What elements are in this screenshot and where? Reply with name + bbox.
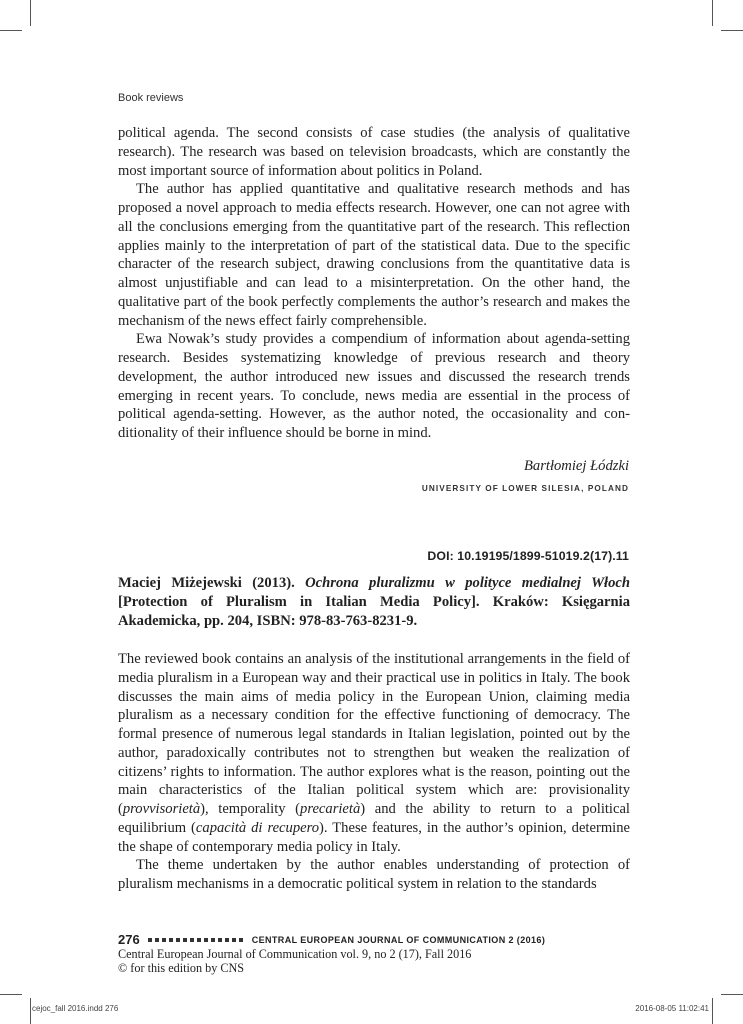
dot-leader	[148, 938, 243, 942]
italic-term: provvisorietà	[122, 801, 201, 817]
text-run: The reviewed book contains an analysis of the institutional arrangements in the field of media pluralism in a European way and their practical use in politics in Italy. The book discusses the main aims of media policy in the European Union, claiming media pluralism as a necessary condition for the effective functioning of democracy. The formal presence of numerous legal standards in Italian legislation, pointed out by the author, paradoxically contributes not to strengthen but weaken the realization of citizens’ rights to information. The author explores what is the reason, pointing out the main characteristics of the Italian political system which are: provisionality (	[118, 651, 630, 817]
copyright-line: © for this edition by CNS	[118, 960, 245, 975]
running-head: Book reviews	[118, 92, 184, 104]
review-2-body	[118, 650, 630, 894]
italic-term: capacità di recupero	[195, 819, 320, 836]
crop-mark-bottom-right-v	[712, 998, 713, 1024]
reviewer-affiliation: UNIVERSITY OF LOWER SILESIA, POLAND	[421, 484, 629, 493]
citation-details: [Protection of Pluralism in Italian Media Policy]. Kraków: Księgarnia Akademicka, pp. 204, ISBN: 978-83-763-8231-9.	[118, 593, 630, 629]
text-run: ) and the ability to return to a political equilibrium (	[118, 801, 630, 836]
page-footer	[118, 932, 545, 947]
crop-mark-top-right-v	[712, 0, 713, 26]
edition-note-line: Central European Journal of Communication vol. 9, no 2 (17), Fall 2016	[118, 947, 472, 961]
journal-name: CENTRAL EUROPEAN JOURNAL OF COMMUNICATION 2 (2016)	[251, 934, 546, 945]
book-citation	[118, 574, 630, 630]
paragraph: The author has applied quantitative and qualitative research methods and has proposed a novel approach to media effects research. However, one can not agree with all the conclusions emerging from the quantitative part of the research. This reflection applies mainly to the interpretation of part of the statistical data. Due to the specific character of the research subject, drawing conclusions from the quantitative data is almost unjustifiable and can lead to a misinterpretation. On the other hand, the qualitative part of the book perfectly complements the author’s research and makes the mechanism of the news effect fairly comprehensible.	[118, 181, 630, 329]
crop-mark-top-left-v	[30, 0, 31, 26]
review-1-body	[118, 124, 630, 443]
italic-term: precarietà	[300, 801, 361, 817]
slug-filename: cejoc_fall 2016.indd 276	[32, 1004, 119, 1013]
crop-mark-top-left-h	[0, 30, 22, 31]
paragraph: political agenda. The second consists of case studies (the analysis of qualitative research). The research was based on television broadcasts, which are constantly the most important source of information about politics in Poland.	[118, 125, 630, 179]
crop-mark-top-right-h	[721, 30, 743, 31]
reviewer-name: Bartłomiej Łódzki	[524, 458, 629, 474]
crop-mark-bottom-left-h	[0, 994, 22, 995]
edition-note	[118, 948, 471, 975]
paragraph: Ewa Nowak’s study provides a compendium of information about agenda-setting research. Besides systematizing knowledge of previous research and theory development, the author introduced new issues and discussed the research trends emerging in recent years. To conclude, news media are essential in the process of political agenda-setting. However, as the author noted, the occasionality and conditionality of their influence should be borne in mind.	[118, 331, 630, 441]
slug-timestamp: 2016-08-05 11:02:41	[635, 1004, 709, 1013]
text-run: ). These features, in the author’s opinion, determine the shape of contemporary media policy in Italy.	[118, 819, 630, 855]
paragraph: The theme undertaken by the author enables understanding of protection of pluralism mechanisms in a democratic political system in relation to the standards	[118, 857, 630, 892]
citation-title: Ochrona pluralizmu w polityce medialnej Włoch	[305, 575, 630, 591]
paragraph	[118, 650, 630, 856]
crop-mark-bottom-right-h	[721, 994, 743, 995]
doi: DOI: 10.19195/1899-51019.2(17).11	[427, 549, 629, 563]
page-number: 276	[118, 932, 140, 947]
text-run: ), temporality (	[200, 801, 301, 817]
crop-mark-bottom-left-v	[30, 998, 31, 1024]
citation-author-year: Maciej Miżejewski (2013).	[118, 575, 306, 591]
